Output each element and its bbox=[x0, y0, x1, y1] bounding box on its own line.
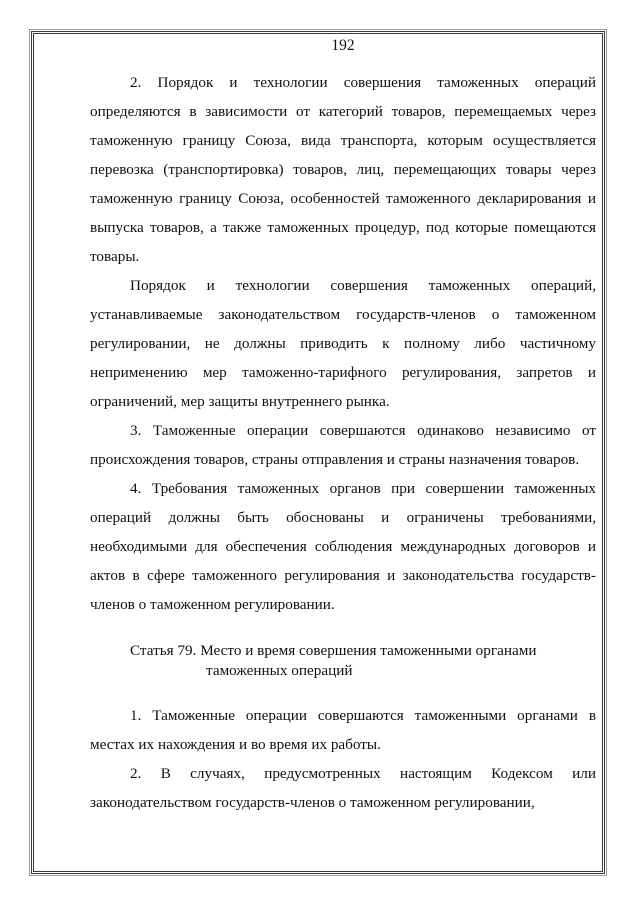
page-number: 192 bbox=[331, 37, 355, 54]
paragraph-item-3: 3. Таможенные операции совершаются одинаково независимо от происхождения товаров, страны отправления и страны назначения товаров. bbox=[90, 422, 596, 468]
paragraph-procedure-technologies: Порядок и технологии совершения таможенных операций, устанавливаемые законодательством государств-членов о таможенном регулировании, не должны приводить к полному либо частичному неприменению мер таможенно-тарифного регулирования, запретов и ограничений, мер защиты внутреннего рынка. bbox=[90, 277, 596, 410]
paragraph-article79-item-1: 1. Таможенные операции совершаются таможенными органами в местах их нахождения и во время их работы. bbox=[90, 707, 596, 753]
paragraph-item-4: 4. Требования таможенных органов при совершении таможенных операций должны быть обоснованы и ограничены требованиями, необходимыми для обеспечения соблюдения международных договоров и актов в сфере таможенного регулирования и законодательства государств-членов о таможенном регулировании. bbox=[90, 480, 596, 613]
document-page bbox=[90, 36, 596, 817]
article-heading-line2: таможенных операций bbox=[206, 662, 353, 679]
paragraph-article79-item-2: 2. В случаях, предусмотренных настоящим Кодексом или законодательством государств-членов о таможенном регулировании, bbox=[90, 765, 596, 811]
article-heading-line1: Статья 79. Место и время совершения таможенными органами bbox=[130, 642, 537, 659]
article-heading bbox=[90, 641, 596, 681]
paragraph-item-2: 2. Порядок и технологии совершения таможенных операций определяются в зависимости от категорий товаров, перемещаемых через таможенную границу Союза, вида транспорта, которым осуществляется перевозка (транспортировка) товаров, лиц, перемещающих товары через таможенную границу Союза, особенностей таможенного декларирования и выпуска товаров, а также таможенных процедур, под которые помещаются товары. bbox=[90, 74, 596, 265]
